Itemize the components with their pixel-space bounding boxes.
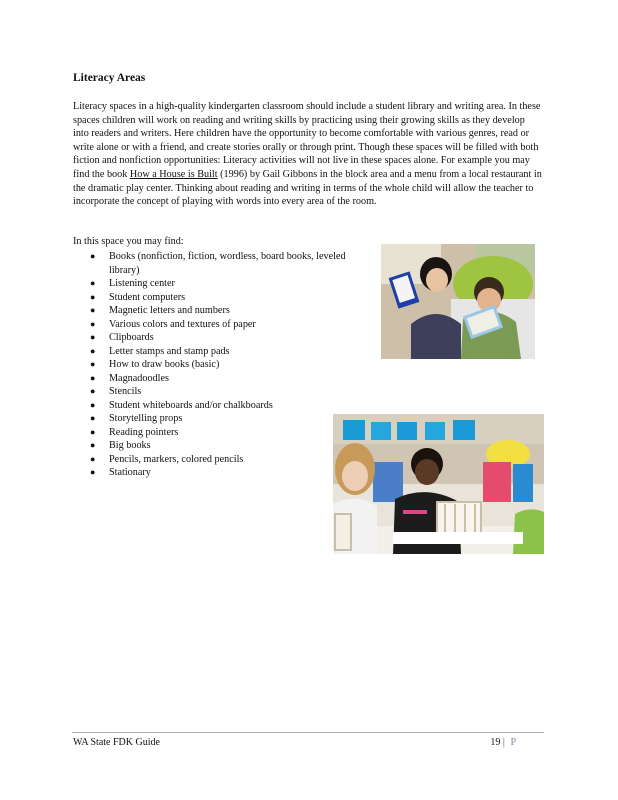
bullet-icon: ● xyxy=(90,291,96,302)
children-reading-photo xyxy=(381,244,535,359)
materials-list xyxy=(90,250,370,480)
bullet-icon: ● xyxy=(90,305,96,315)
list-item: ● Student computers xyxy=(90,291,186,303)
intro-paragraph xyxy=(73,100,543,209)
bullet-icon: ● xyxy=(90,278,96,288)
list-item: ● Pencils, markers, colored pencils xyxy=(90,453,244,465)
bullet-icon: ● xyxy=(90,467,96,477)
section-heading: Literacy Areas xyxy=(73,72,146,84)
page-number xyxy=(490,737,516,748)
bullet-icon: ● xyxy=(90,440,96,450)
children-reading-illustration xyxy=(381,244,535,359)
page-number-value: 19 xyxy=(490,737,501,748)
list-item: ● Storytelling props xyxy=(90,413,183,424)
book-title-link: How a House is Built xyxy=(129,168,218,180)
list-item: ● Student whiteboards and/or chalkboards xyxy=(90,399,273,411)
list-item: ● Clipboards xyxy=(90,332,154,343)
footer-title: WA State FDK Guide xyxy=(73,737,160,748)
bullet-icon: ● xyxy=(90,359,96,369)
bullet-icon: ● xyxy=(90,318,96,329)
footer-divider xyxy=(72,732,544,733)
list-item: ● Books (nonfiction, fiction, wordless, board books, leveled library) xyxy=(90,251,346,276)
bullet-icon: ● xyxy=(90,332,96,342)
bullet-icon: ● xyxy=(90,413,96,423)
list-intro: In this space you may find: xyxy=(73,236,184,247)
list-item: ● Stationary xyxy=(90,467,151,478)
bullet-icon: ● xyxy=(90,399,96,410)
children-writing-photo xyxy=(333,414,544,554)
paragraph-part-2: (1996) by Gail Gibbons in the block area and a menu from a local restaurant in the dramatic play center. Thinking about reading and writing in terms of the whole child will allow the teacher to incorporate the concept of playing with words into every area of the room. xyxy=(73,168,542,208)
list-item: ● Magnadoodles xyxy=(90,372,169,384)
children-writing-illustration xyxy=(333,414,544,554)
page-suffix: P xyxy=(510,737,516,748)
bullet-icon: ● xyxy=(90,251,96,261)
list-item: ● Listening center xyxy=(90,278,175,289)
bullet-icon: ● xyxy=(90,372,96,383)
list-item: ● How to draw books (basic) xyxy=(90,359,220,370)
bullet-icon: ● xyxy=(90,426,96,437)
paragraph-part-1: Literacy spaces in a high-quality kindergarten classroom should include a student library and writing area. In these spaces children will work on reading and writing skills by practicing using their growing skills as they develop into readers and writers. Here children have the opportunity to become comfortable with various genres, read or write alone or with a friend, and create stories orally or through print. Though these spaces will be filled with both fiction and nonfiction opportunities: Literacy activities will not live in these spaces alone. For example you may find the book xyxy=(73,101,541,180)
list-item: ● Various colors and textures of paper xyxy=(90,318,256,330)
bullet-icon: ● xyxy=(90,453,96,464)
list-item: ● Big books xyxy=(90,440,151,451)
page-separator: | xyxy=(502,737,505,748)
list-item: ● Stencils xyxy=(90,386,142,397)
bullet-icon: ● xyxy=(90,345,96,356)
bullet-icon: ● xyxy=(90,386,96,396)
list-item: ● Reading pointers xyxy=(90,426,179,438)
list-item: ● Magnetic letters and numbers xyxy=(90,305,230,316)
list-item: ● Letter stamps and stamp pads xyxy=(90,345,230,357)
